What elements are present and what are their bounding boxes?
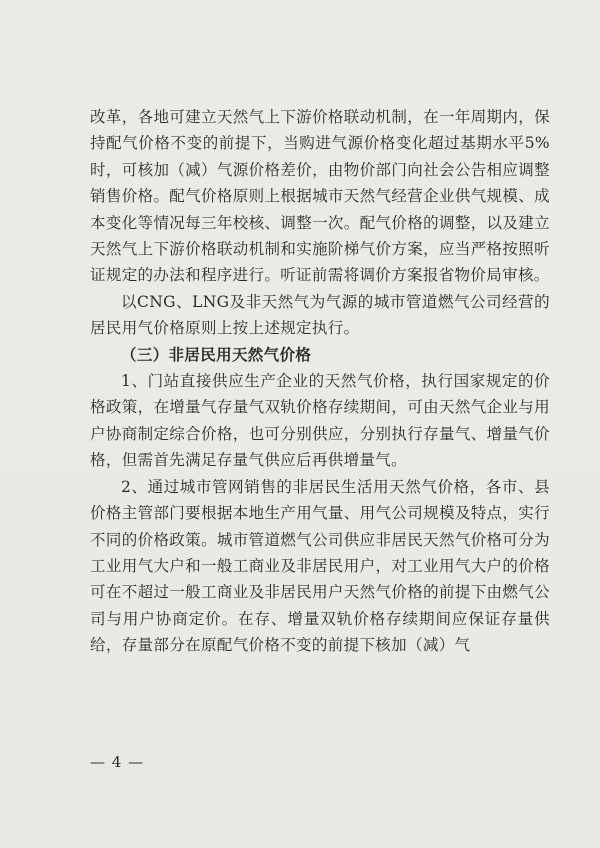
paragraph-item-2: 2、通过城市管网销售的非居民生活用天然气价格，各市、县价格主管部门要根据本地生产用气量、用气公司规模及特点，实行不同的价格政策。城市管道燃气公司供应非居民天然气价格可分为工业用气大户和一般工商业及非居民用户，对工业用气大户的价格可在不超过一般工商业及非居民用户天然气价格的前提下由燃气公司与用户协商定价。在存、增量双轨价格存续期间应保证存量供给，存量部分在原配气价格不变的前提下核加（减）气 bbox=[90, 477, 550, 655]
section-heading: （三）非居民用天然气价格 bbox=[121, 344, 312, 364]
paragraph-price-linkage: 改革，各地可建立天然气上下游价格联动机制，在一年周期内，保持配气价格不变的前提下，当购进气源价格变化超过基期水平5%时，可核加（减）气源价格差价，由物价部门向社会公告相应调整销售价格。配气价格原则上根据城市天然气经营企业供气规模、成本变化等情况每三年校核、调整一次。配气价格的调整，以及建立天然气上下游价格联动机制和实施阶梯气价方案，应当严格按照听证规定的办法和程序进行。听证前需将调价方案报省物价局审核。 bbox=[90, 108, 550, 285]
paragraph-item-1: 1、门站直接供应生产企业的天然气价格，执行国家规定的价格政策，在增量气存量气双轨价格存续期间，可由天然气企业与用户协商制定综合价格，也可分别供应，分别执行存量气、增量气价格，但需首先满足存量气供应后再供增量气。 bbox=[90, 372, 550, 470]
page-number: — 4 — bbox=[90, 753, 145, 771]
paragraph-cng-lng: 以CNG、LNG及非天然气为气源的城市管道燃气公司经营的居民用气价格原则上按上述规定执行。 bbox=[90, 292, 550, 338]
document-body bbox=[90, 104, 550, 659]
